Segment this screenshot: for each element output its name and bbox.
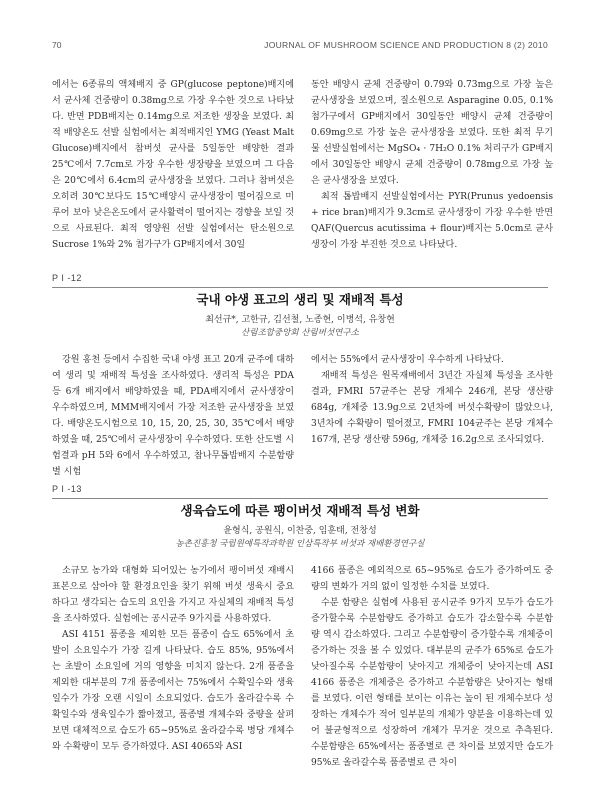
abstract-left-column: [52, 563, 294, 755]
paragraph: ASI 4151 품종을 제외한 모든 품종이 습도 65%에서 초발이 소요일수가 가장 길게 나타났다. 습도 85%, 95%에서는 초발이 소요일에 거의 영향을 미치지 않는다. 2개 품종을 제외한 대부분의 7개 품종에서는 75%에서 수확일수와 생육일수가 가장 오랜 시일이 소요되었다. 습도가 올라갈수록 수확일수와 생육일수가 짧아졌고, 품종별 개체수와 중량을 살펴보면 대체적으로 습도가 65~95%로 올라갈수록 병당 개체수와 수확량이 모두 증가하였다. ASI 4065와 ASI: [52, 630, 294, 752]
running-header: [52, 40, 548, 54]
paragraph: 동안 배양시 균체 건중량이 0.79와 0.73mg으로 가장 높은 균사생장을 보였으며, 질소원으로 Asparagine 0.05, 0.1% 첨가구에서 GP배지에서 30일동안 배양시 균체 건중량이 0.69mg으로 가장 높은 균사생장을 보였다. 또한 최적 무기물 선발실험에서는 MgSO₄ · 7H₂O 0.1% 처리구가 GP배지에서 30일동안 배양시 균체 건중량이 0.78mg으로 가장 높은 균사생장을 보였다.: [311, 80, 553, 186]
affiliation: 농촌진흥청 국립원예특작과학원 인삼특작부 버섯과 재배환경연구실: [175, 539, 425, 549]
paragraph: 재배적 특성은 원목재배에서 3년간 자실체 특성을 조사한 결과, FMRI 57균주는 본당 개체수 246개, 본당 생산량 684g, 개체중 13.9g으로 2년차에 버섯수확량이 많았으나, 3년차에 수확량이 떨어졌고, FMRI 104균주는 본당 개체수 167개, 본당 생산량 596g, 개체중 16.2g으로 조사되었다.: [311, 371, 553, 445]
abstract-left-column: [52, 352, 294, 480]
abstract-title: 국내 야생 표고의 생리 및 재배적 특성: [196, 292, 404, 307]
journal-title: JOURNAL OF MUSHROOM SCIENCE AND PRODUCTION 8 (2) 2010: [264, 40, 548, 50]
paragraph: 수분 함량은 실험에 사용된 공시균주 9가지 모두가 습도가 증가할수록 수분함량도 증가하고 습도가 감소할수록 수분함량 역시 감소하였다. 그리고 수분함량이 증가할수록 개체중이 증가하는 것을 볼 수 있었다. 대부분의 균주가 65%로 습도가 낮아질수록 수분함량이 낮아지고 개체중이 낮아지는데 ASI 4166 품종은 개체중은 증가하고 수분함량은 낮아지는 형태를 보였다. 이런 형태를 보이는 이유는 높이 된 개체수보다 성장하는 개체수가 적어 일부분의 개체가 양분을 이용하는데 있어 불균형적으로 성장하여 개체가 무거운 것으로 추측된다. 수분함량은 65%에서는 품종별로 큰 차이를 보였지만 습도가 95%로 올라갈수록 품종별로 큰 차이: [311, 598, 553, 768]
abstract-title: 생육습도에 따른 팽이버섯 재배적 특성 변화: [180, 503, 420, 518]
section-label: P I -12: [52, 273, 82, 283]
paragraph: 강원 홍천 등에서 수집한 국내 야생 표고 20개 균주에 대하여 생리 및 재배적 특성을 조사하였다. 생리적 특성은 PDA 등 6개 배지에서 배양하였을 때, PDA배지에서 균사생장이 우수하였으며, MMM배지에서 가장 저조한 균사생장을 보였다. 배양온도시험으로 10, 15, 20, 25, 30, 35℃에서 배양하였을 때, 25℃에서 균사생장이 우수하였다. 또한 산도별 시험결과 pH 5와 6에서 우수하였고, 참나무톱밥배지 수분함량별 시험: [52, 355, 294, 477]
abstract-right-column: [311, 563, 553, 771]
paragraph: 에서는 55%에서 균사생장이 우수하게 나타났다.: [311, 355, 504, 365]
section-divider: [52, 498, 548, 499]
section-label: P I -13: [52, 484, 82, 494]
paragraph: 최적 톱밥배지 선발실험에서는 PYR(Prunus yedoensis + rice bran)배지가 9.3cm로 균사생장이 가장 우수한 반면 QAF(Quercus acutissima + flour)배지는 5.0cm로 균사생장이 가장 부진한 것으로 나타났다.: [311, 192, 553, 250]
top-left-column: [52, 77, 294, 253]
paragraph: 에서는 6종류의 액체배지 중 GP(glucose peptone)배지에서 균사체 건중량이 0.38mg으로 가장 우수한 것으로 나타났다. 반면 PDB배지는 0.14mg으로 저조한 생장을 보였다. 최적 배양온도 선발 실험에서는 최적배지인 YMG (Yeast Malt Glucose)배지에서 참버섯 균사를 5일동안 배양한 결과 25℃에서 7.7cm로 가장 우수한 생장량을 보였으며 그 다음은 20℃에서 6.4cm의 균사생장을 보였다. 그러나 참버섯은 오히려 30℃보다도 15℃배양시 균사생장이 떨어짐으로 미루어 보아 낮은온도에서 균사활력이 떨어지는 경향을 보일 것으로 사료된다. 최적 영양원 선발 실험에서는 탄소원으로 Sucrose 1%와 2% 첨가구가 GP배지에서 30일: [52, 80, 294, 250]
affiliation: 산림조합중앙회 산림버섯연구소: [241, 328, 359, 338]
author-list: 최선규*, 고한규, 김선철, 노종현, 이병석, 유창현: [205, 315, 395, 325]
section-divider: [52, 287, 548, 288]
page-number: 70: [52, 40, 62, 50]
top-right-column: [311, 77, 553, 253]
abstract-right-column: [311, 352, 553, 448]
paragraph: 소규모 농가와 대형화 되어있는 농가에서 팽이버섯 재배시 표본으로 삼아야 할 환경요인을 찾기 위해 버섯 생육시 중요하다고 생각되는 습도의 요인을 가지고 자실체의 재배적 특성을 조사하였다. 실험에는 공시균주 9가지를 사용하였다.: [52, 566, 294, 624]
paragraph: 4166 품종은 예외적으로 65~95%로 습도가 증가하여도 중량의 변화가 거의 없이 일정한 수치를 보였다.: [311, 566, 553, 592]
author-list: 윤형식, 공원식, 이찬중, 임훈태, 전창성: [223, 526, 377, 536]
